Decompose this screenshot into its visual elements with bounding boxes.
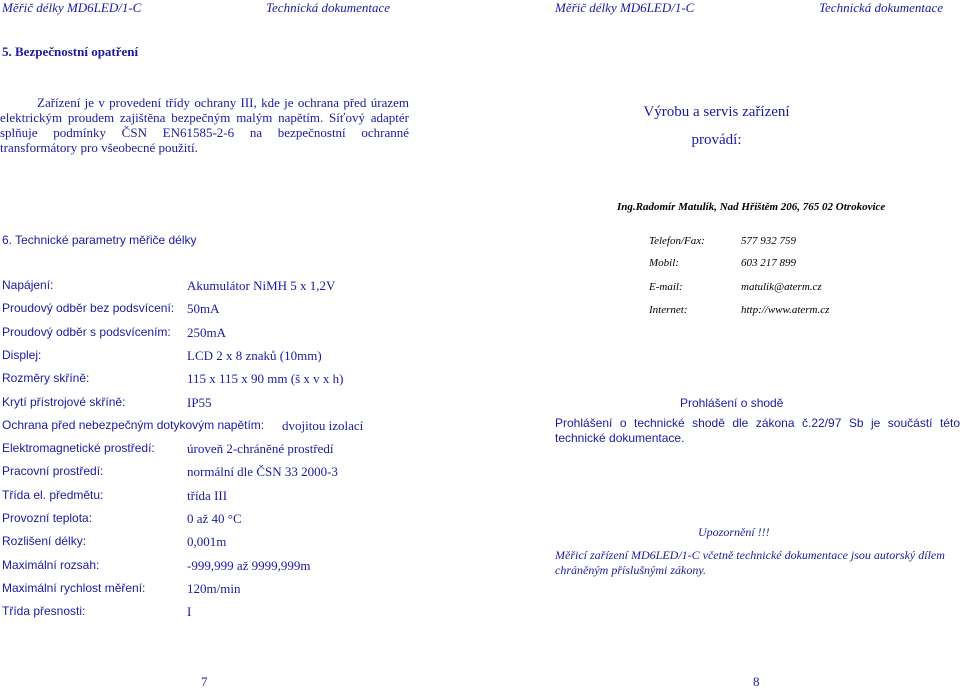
param-value: 50mA — [187, 301, 220, 316]
param-label: Napájení: — [2, 278, 54, 292]
param-value: 120m/min — [187, 581, 241, 596]
param-value: 250mA — [187, 325, 226, 340]
header-left-title: Měřič délky MD6LED/1-C — [2, 0, 142, 15]
param-label: Maximální rozsah: — [2, 558, 100, 572]
manufacturer-line1: Výrobu a servis zařízení — [643, 104, 790, 120]
param-label: Proudový odběr s podsvícením: — [2, 325, 171, 339]
param-label: Třída přesnosti: — [2, 604, 86, 618]
param-label: Rozměry skříně: — [2, 371, 90, 385]
contact-label: Mobil: — [649, 257, 679, 269]
notice-text: Měřicí zařízení MD6LED/1-C včetně technické dokumentace jsou autorský dílem chráněným příslušnými zákony. — [555, 548, 945, 577]
param-value: třída III — [187, 488, 228, 503]
params-heading: 6. Technické parametry měřiče délky — [2, 233, 197, 247]
contact-value: 577 932 759 — [741, 235, 796, 247]
param-label: Displej: — [2, 348, 42, 362]
param-label: Provozní teplota: — [2, 511, 93, 525]
safety-heading: 5. Bezpečnostní opatření — [2, 44, 139, 59]
safety-paragraph: Zařízení je v provedení třídy ochrany III, kde je ochrana před úrazem elektrickým proudem zajištěna bezpečným malým napětím. Síťový adaptér splňuje podmínky ČSN EN61585-2-6 na bezpečnostní ochranné transformátory pro všeobecné použití. — [0, 95, 409, 155]
param-label: Ochrana před nebezpečným dotykovým napětím: — [2, 418, 265, 432]
param-label: Rozlišení délky: — [2, 534, 87, 548]
param-value: dvojitou izolací — [282, 418, 364, 433]
param-value: I — [187, 604, 192, 619]
param-value: 115 x 115 x 90 mm (š x v x h) — [187, 371, 344, 386]
contact-label: E-mail: — [649, 281, 683, 293]
param-label: Proudový odběr bez podsvícení: — [2, 301, 175, 315]
param-label: Maximální rychlost měření: — [2, 581, 146, 595]
page-number-right: 8 — [753, 674, 760, 689]
header-left-doc: Technická dokumentace — [266, 0, 391, 15]
param-value: IP55 — [187, 395, 212, 410]
manufacturer-address: Ing.Radomír Matulík, Nad Hřištěm 206, 765 02 Otrokovice — [617, 201, 886, 213]
manufacturer-line2: provádí: — [691, 132, 742, 148]
contact-label: Telefon/Fax: — [649, 235, 705, 247]
param-value: LCD 2 x 8 znaků (10mm) — [187, 348, 322, 363]
param-label: Krytí přístrojové skříně: — [2, 395, 126, 409]
param-value: 0 až 40 °C — [187, 511, 242, 526]
param-value: Akumulátor NiMH 5 x 1,2V — [187, 278, 336, 293]
declaration-text: Prohlášení o technické shodě dle zákona č.22/97 Sb je součástí této technické dokumentace. — [555, 416, 960, 445]
contact-value: matulik@aterm.cz — [741, 281, 822, 293]
param-value: úroveň 2-chráněné prostředí — [187, 441, 334, 456]
param-value: 0,001m — [187, 534, 227, 549]
declaration-heading: Prohlášení o shodě — [680, 396, 784, 410]
page-number-left: 7 — [201, 674, 208, 689]
param-label: Pracovní prostředí: — [2, 464, 104, 478]
param-label: Třída el. předmětu: — [2, 488, 104, 502]
notice-heading: Upozornění !!! — [698, 525, 770, 539]
param-value: -999,999 až 9999,999m — [187, 558, 311, 573]
param-value: normální dle ČSN 33 2000-3 — [187, 464, 338, 479]
contact-value: http://www.aterm.cz — [741, 304, 830, 316]
contact-label: Internet: — [649, 304, 688, 316]
param-label: Elektromagnetické prostředí: — [2, 441, 155, 455]
header-right-doc: Technická dokumentace — [819, 0, 944, 15]
contact-value: 603 217 899 — [741, 257, 796, 269]
header-right-title: Měřič délky MD6LED/1-C — [555, 0, 695, 15]
